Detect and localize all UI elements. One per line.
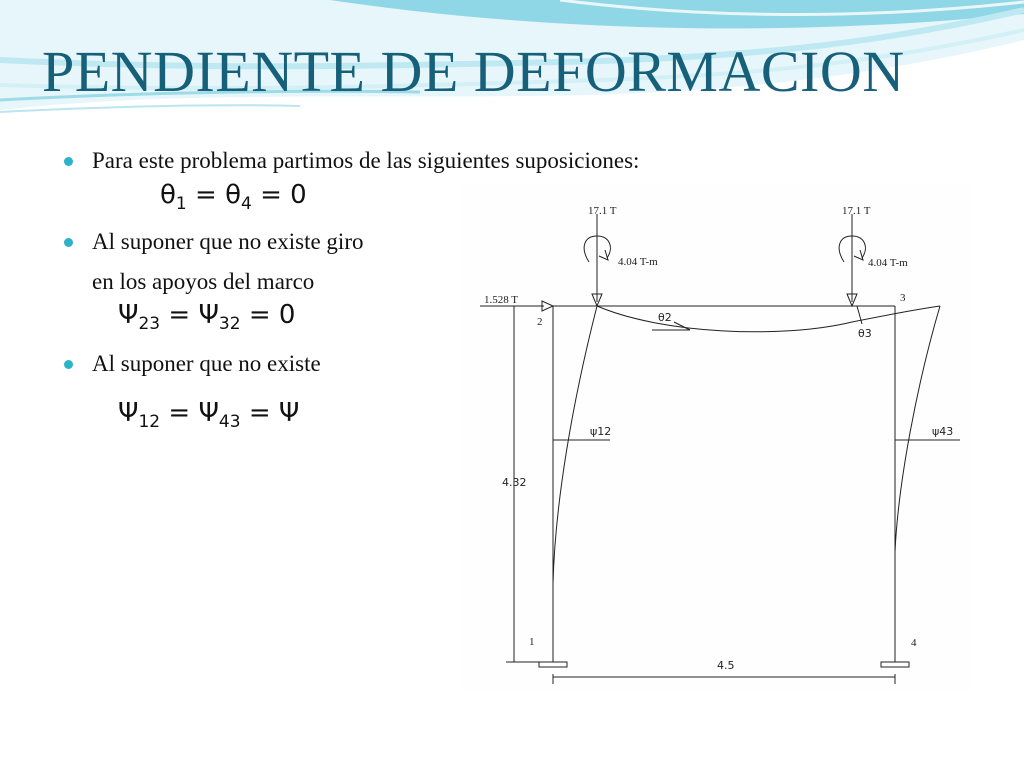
moment-right-arrowhead [854, 250, 863, 260]
moment-right-label: 4.04 T-m [868, 257, 908, 269]
bullet-dot-icon [64, 238, 73, 247]
bullet-dot-icon [64, 157, 73, 166]
load-right-label: 17.1 T [842, 205, 871, 217]
bullet-dot-icon [64, 360, 73, 369]
moment-left-arrowhead [599, 250, 608, 260]
theta2-arc [674, 322, 690, 330]
node-2-label: 2 [537, 316, 543, 328]
psi43-label: ψ43 [932, 425, 954, 438]
bullet-text-line2: en los apoyos del marco [92, 269, 315, 294]
deformed-beam [597, 306, 940, 332]
load-left-label: 17.1 T [588, 205, 617, 217]
equation-psi-beam: $\Psi_{23} = \Psi_{32} = 0$ [118, 300, 296, 334]
bullet-text-line1: Al suponer que no existe giro [92, 229, 364, 254]
theta3-label: θ3 [858, 327, 872, 340]
deformed-column-left [553, 306, 597, 584]
node-1-label: 1 [529, 636, 535, 648]
equation-psi-columns: $\Psi_{12} = \Psi_{43} = \Psi$ [118, 398, 300, 432]
height-dimension-label: 4.32 [502, 476, 527, 489]
bullet-text: Al suponer que no existe [92, 351, 321, 376]
frame-diagram [462, 184, 970, 694]
span-dimension-label: 4.5 [717, 659, 735, 672]
equation-theta: $\theta_1 = \theta_4 = 0$ [160, 180, 307, 214]
psi12-label: ψ12 [590, 425, 612, 438]
horizontal-load-label: 1.528 T [484, 294, 519, 306]
node-4-label: 4 [911, 637, 917, 649]
slide-title: PENDIENTE DE DEFORMACION [42, 39, 905, 104]
support-right [881, 662, 909, 667]
moment-left-label: 4.04 T-m [618, 256, 658, 268]
node-3-label: 3 [900, 292, 906, 304]
theta2-label: θ2 [658, 311, 672, 324]
support-left [539, 662, 567, 667]
bullet-text: Para este problema partimos de las siguientes suposiciones: [92, 148, 640, 173]
